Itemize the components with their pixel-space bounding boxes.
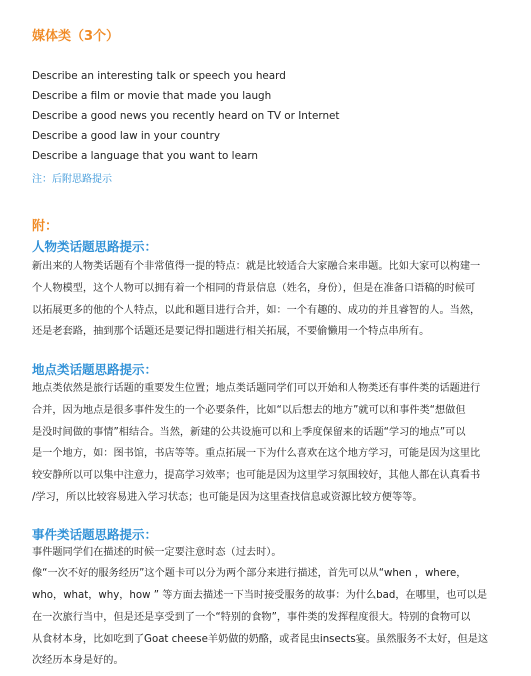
paragraph-line: 地点类依然是旅行话题的重要发生位置；地点类话题同学们可以开始和人物类还有事件类的话题进行 xyxy=(32,383,481,394)
place-tips-heading: 地点类话题思路提示： xyxy=(32,362,158,377)
media-topic-1: Describe an interesting talk or speech you heard xyxy=(32,70,286,82)
paragraph-line: 次经历本身是好的。 xyxy=(32,655,124,667)
event-tips-heading: 事件类话题思路提示： xyxy=(32,527,158,542)
paragraph-line: 合并，因为地点是很多事件发生的一个必要条件，比如“以后想去的地方”就可以和事件类“想做但 xyxy=(32,404,466,416)
place-tips-paragraph xyxy=(32,378,500,509)
event-tips-paragraph xyxy=(32,543,500,672)
paragraph-line: who，what，why，how ” 等方面去描述一下当时接受服务的故事：为什么bad，在哪里，也可以是 xyxy=(32,590,488,601)
media-section-title: 媒体类（3个） xyxy=(32,29,120,44)
people-tips-heading: 人物类话题思路提示： xyxy=(32,239,158,254)
paragraph-line: 以拓展更多的他的个人特点，以此和题目进行合并，如：一个有趣的、成功的并且睿智的人。当然， xyxy=(32,304,481,316)
media-topic-2: Describe a film or movie that made you laugh xyxy=(32,90,272,102)
paragraph-line: 较安静所以可以集中注意力，提高学习效率；也可能是因为这里学习氛围较好，其他人都在认真看书 xyxy=(32,470,481,482)
paragraph-line: 是没时间做的事情”相结合。当然，新建的公共设施可以和上季度保留来的话题“学习的地点”可以 xyxy=(32,426,466,438)
appendix-title: 附： xyxy=(32,219,59,234)
media-topic-3: Describe a good news you recently heard on TV or Internet xyxy=(32,110,340,122)
media-topic-4: Describe a good law in your country xyxy=(32,130,221,142)
paragraph-line: 新出来的人物类话题有个非常值得一提的特点：就是比较适合大家融合来串题。比如大家可以构建一 xyxy=(32,261,481,272)
paragraph-line: 是一个地方，如：图书馆，书店等等。重点拓展一下为什么喜欢在这个地方学习，可能是因为这里比 xyxy=(32,448,481,460)
media-note: 注：后附思路提示 xyxy=(32,174,112,185)
people-tips-paragraph xyxy=(32,256,500,343)
paragraph-line: 还是老套路，抽到那个话题还是要记得扣题进行相关拓展，不要偷懒用一个特点串所有。 xyxy=(32,326,430,338)
paragraph-line: 个人物模型，这个人物可以拥有着一个相同的背景信息（姓名，身份），但是在准备口语稿的时候可 xyxy=(32,282,476,294)
paragraph-line: /学习，所以比较容易进入学习状态；也可能是因为这里查找信息或资源比较方便等等。 xyxy=(32,491,423,503)
paragraph-line: 事件题同学们在描述的时候一定要注意时态（过去时）。 xyxy=(32,547,282,558)
paragraph-line: 在一次旅行当中，但是还是享受到了一个“特别的食物”，事件类的发挥程度很大。特别的食物可以 xyxy=(32,611,471,623)
media-topic-5: Describe a language that you want to learn xyxy=(32,150,259,162)
paragraph-line: 像“一次不好的服务经历”这个题卡可以分为两个部分来进行描述，首先可以从“when ，where， xyxy=(32,568,467,579)
paragraph-line: 从食材本身，比如吃到了Goat cheese羊奶做的奶酪，或者昆虫insects宴。虽然服务不太好，但是这 xyxy=(32,633,489,645)
